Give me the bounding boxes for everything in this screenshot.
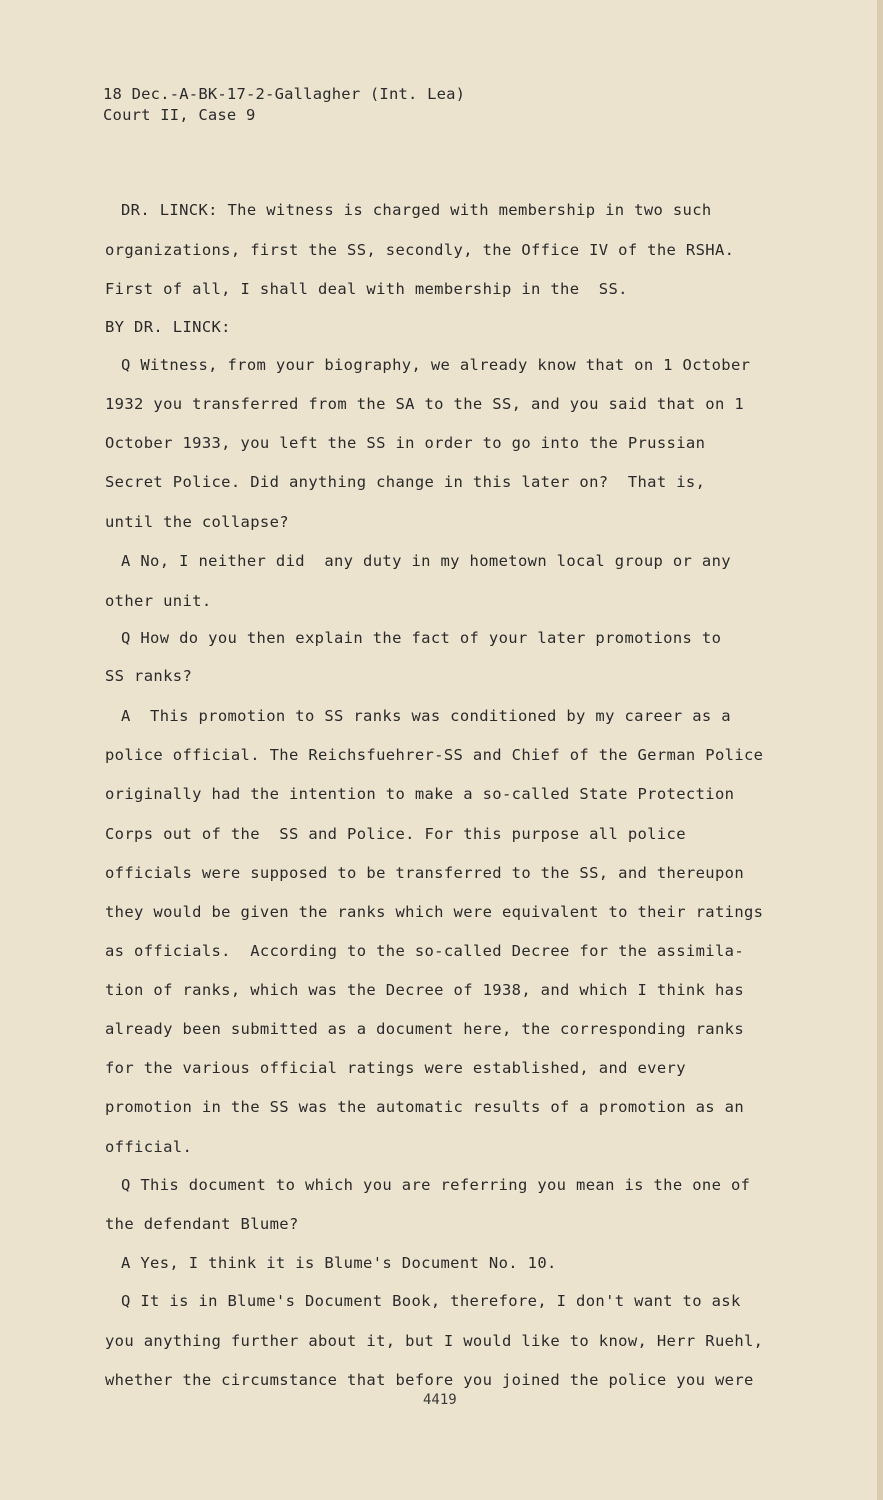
body-line: October 1933, you left the SS in order to go into the Prussian [105, 434, 706, 452]
body-line: tion of ranks, which was the Decree of 1938, and which I think has [105, 981, 744, 999]
body-line: SS ranks? [105, 667, 193, 685]
header-line-2: Court II, Case 9 [103, 106, 256, 124]
body-line: other unit. [105, 592, 212, 610]
document-header [103, 84, 465, 126]
body-line: organizations, first the SS, secondly, the Office IV of the RSHA. [105, 241, 735, 259]
body-line: officials were supposed to be transferred to the SS, and thereupon [105, 864, 744, 882]
body-line: DR. LINCK: The witness is charged with membership in two such [121, 201, 712, 219]
body-line: Secret Police. Did anything change in this later on? That is, [105, 473, 706, 491]
body-line: official. [105, 1138, 193, 1156]
body-line: whether the circumstance that before you joined the police you were [105, 1371, 754, 1389]
body-line: Q Witness, from your biography, we already know that on 1 October [121, 356, 751, 374]
body-line: promotion in the SS was the automatic results of a promotion as an [105, 1098, 744, 1116]
body-line: they would be given the ranks which were equivalent to their ratings [105, 903, 764, 921]
body-line: as officials. According to the so-called Decree for the assimila- [105, 942, 744, 960]
page-number: 4419 [423, 1392, 457, 1408]
body-line: until the collapse? [105, 513, 289, 531]
body-line: Corps out of the SS and Police. For this purpose all police [105, 825, 686, 843]
body-line: originally had the intention to make a so-called State Protection [105, 785, 735, 803]
body-line: for the various official ratings were established, and every [105, 1059, 686, 1077]
body-line: Q It is in Blume's Document Book, therefore, I don't want to ask [121, 1292, 741, 1310]
body-line: Q How do you then explain the fact of your later promotions to [121, 629, 722, 647]
body-line: police official. The Reichsfuehrer-SS and Chief of the German Police [105, 746, 764, 764]
body-line: the defendant Blume? [105, 1215, 299, 1233]
body-line: you anything further about it, but I would like to know, Herr Ruehl, [105, 1332, 764, 1350]
body-line: A Yes, I think it is Blume's Document No. 10. [121, 1254, 557, 1272]
body-line: Q This document to which you are referring you mean is the one of [121, 1176, 751, 1194]
body-line: already been submitted as a document here, the corresponding ranks [105, 1020, 744, 1038]
body-line: A This promotion to SS ranks was conditioned by my career as a [121, 707, 731, 725]
body-line: First of all, I shall deal with membership in the SS. [105, 280, 628, 298]
body-line: BY DR. LINCK: [105, 318, 231, 336]
header-line-1: 18 Dec.-A-BK-17-2-Gallagher (Int. Lea) [103, 85, 466, 103]
body-line: A No, I neither did any duty in my hometown local group or any [121, 552, 731, 570]
body-line: 1932 you transferred from the SA to the SS, and you said that on 1 [105, 395, 744, 413]
